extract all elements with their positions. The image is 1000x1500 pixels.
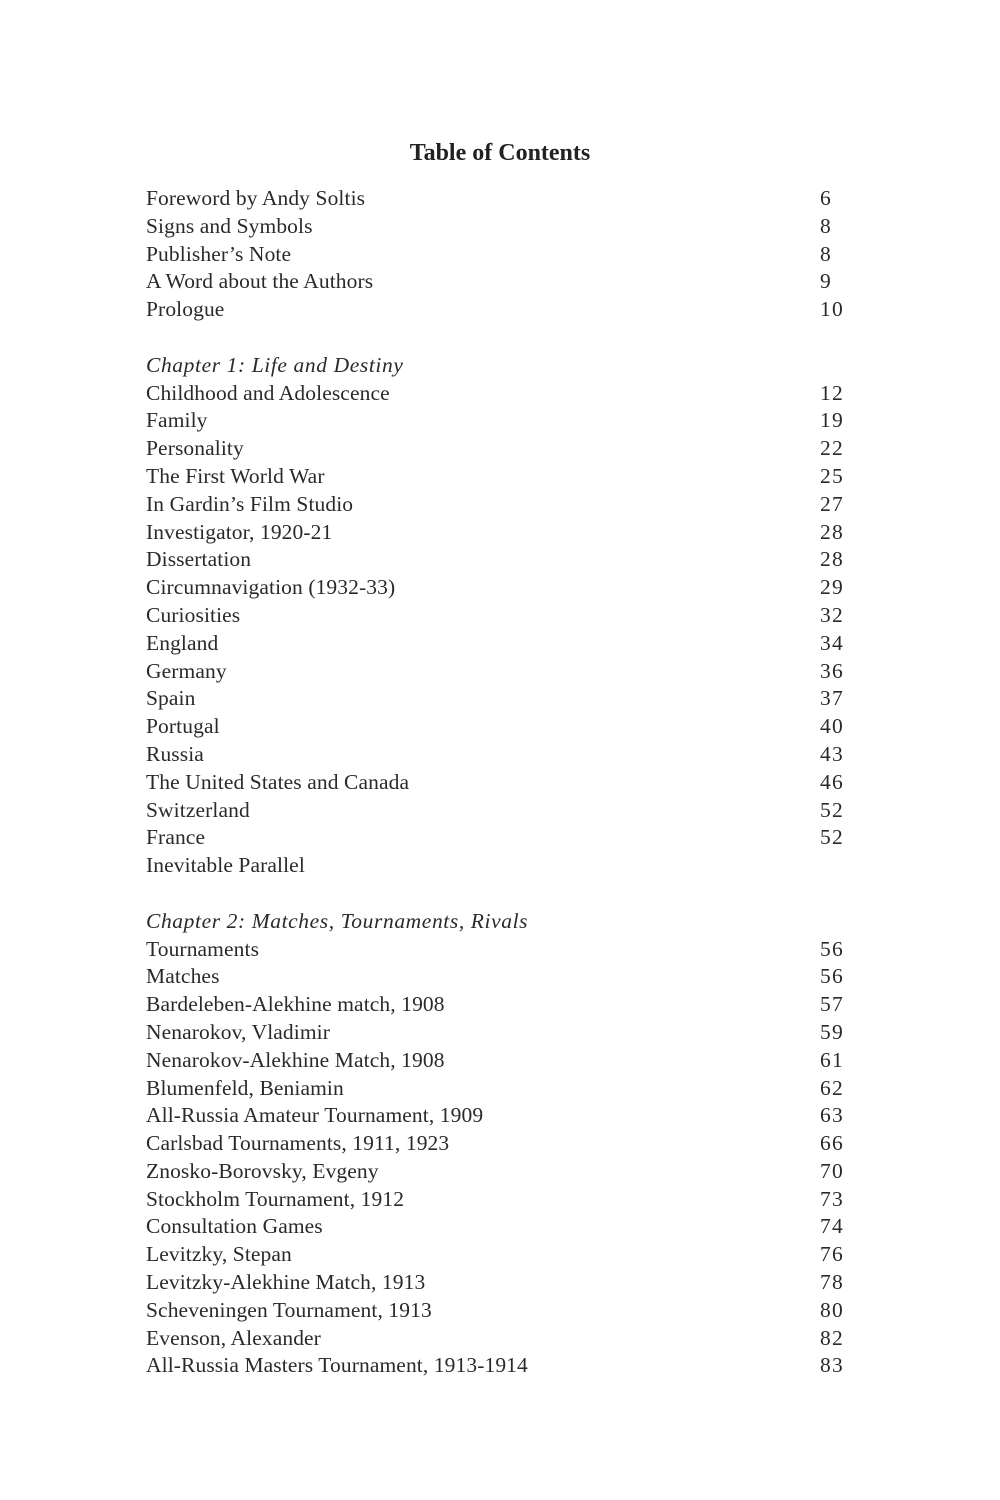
toc-entry [146, 296, 856, 324]
toc-entry-page: 34 [820, 630, 844, 655]
chapter-heading: Chapter 2: Matches, Tournaments, Rivals [146, 908, 529, 933]
toc-entry-label: The United States and Canada [146, 769, 410, 794]
toc-entry [146, 685, 856, 713]
toc-entry-label: Prologue [146, 297, 225, 322]
toc-entry-page: 62 [820, 1075, 844, 1100]
toc-entry [146, 1075, 856, 1103]
toc-entry-label: All-Russia Amateur Tournament, 1909 [146, 1103, 484, 1128]
toc-entry [146, 991, 856, 1019]
toc-entry-page: 76 [820, 1242, 844, 1267]
toc-entry-page: 74 [820, 1214, 844, 1239]
toc-entry-page: 36 [820, 658, 844, 683]
toc-entry [146, 1186, 856, 1214]
chapter-heading: Chapter 1: Life and Destiny [146, 352, 404, 377]
toc-entry-label: Levitzky, Stepan [146, 1242, 292, 1267]
toc-entry-label: Germany [146, 658, 227, 683]
toc-entry-label: Tournaments [146, 936, 260, 961]
toc-entry-page: 25 [820, 463, 844, 488]
toc-entry-page: 27 [820, 491, 844, 516]
toc-entry-page: 78 [820, 1270, 844, 1295]
toc-entry-page: 19 [820, 408, 844, 433]
toc-entry-page: 56 [820, 964, 844, 989]
toc-entry-label: In Gardin’s Film Studio [146, 491, 354, 516]
toc-entry-label: Znosko-Borovsky, Evgeny [146, 1158, 379, 1183]
toc-entry [146, 963, 856, 991]
toc-entry-label: France [146, 825, 206, 850]
toc-entry-label: Circumnavigation (1932-33) [146, 575, 396, 600]
toc-entry-page [820, 852, 856, 880]
toc-entry-page: 32 [820, 602, 844, 627]
toc-entry-page: 66 [820, 1131, 844, 1156]
toc-entry [146, 1269, 856, 1297]
toc-entry-page: 80 [820, 1297, 844, 1322]
toc-entry-page: 8 [820, 213, 832, 238]
toc-entry-label: Evenson, Alexander [146, 1325, 321, 1350]
toc-entry-label: Inevitable Parallel [146, 853, 305, 878]
toc-entry-label: Family [146, 408, 208, 433]
toc-entry-label: Russia [146, 741, 204, 766]
toc-entry-label: Consultation Games [146, 1214, 323, 1239]
toc-entry [146, 713, 856, 741]
toc-entry [146, 380, 856, 408]
toc-entry-label: Portugal [146, 714, 220, 739]
toc-entry-page: 28 [820, 547, 844, 572]
toc-entry-page: 61 [820, 1047, 844, 1072]
toc-entry [146, 658, 856, 686]
toc-entry-label: Curiosities [146, 602, 241, 627]
toc-entry-page: 6 [820, 186, 832, 210]
toc-entry-page: 40 [820, 714, 844, 739]
toc-entry [146, 1047, 856, 1075]
toc-entry-page: 63 [820, 1103, 844, 1128]
toc-entry-page: 29 [820, 575, 844, 600]
toc-entry-label: Blumenfeld, Beniamin [146, 1075, 344, 1100]
toc-entry [146, 1325, 856, 1353]
toc-entry [146, 602, 856, 630]
toc-entry [146, 1130, 856, 1158]
toc-entry-label: Investigator, 1920-21 [146, 519, 333, 544]
toc-entry-label: Stockholm Tournament, 1912 [146, 1186, 405, 1211]
toc-entry-label: Scheveningen Tournament, 1913 [146, 1297, 432, 1322]
toc-entry [146, 435, 856, 463]
toc-entry-page: 43 [820, 741, 844, 766]
toc-entry-label: Nenarokov-Alekhine Match, 1908 [146, 1047, 445, 1072]
toc-entry [146, 741, 856, 769]
toc-entry-page: 9 [820, 269, 832, 294]
toc-entry-label: Nenarokov, Vladimir [146, 1019, 331, 1044]
toc-entry-page: 73 [820, 1186, 844, 1211]
toc-entry-label: Publisher’s Note [146, 241, 292, 266]
toc-entry [146, 463, 856, 491]
toc-entry-page: 37 [820, 686, 844, 711]
toc-entry-page: 59 [820, 1019, 844, 1044]
toc-entry-label: Carlsbad Tournaments, 1911, 1923 [146, 1131, 450, 1156]
toc-entry [146, 407, 856, 435]
toc-entry-page: 57 [820, 992, 844, 1017]
toc-entry-page: 56 [820, 936, 844, 961]
toc-entry [146, 1158, 856, 1186]
toc-entry [146, 241, 856, 269]
table-of-contents [146, 185, 856, 1380]
toc-entry-page: 10 [820, 297, 844, 322]
toc-entry-page: 52 [820, 825, 844, 850]
toc-entry-label: Switzerland [146, 797, 250, 822]
toc-entry [146, 546, 856, 574]
toc-entry [146, 213, 856, 241]
toc-entry [146, 797, 856, 825]
toc-entry [146, 769, 856, 797]
front-matter-section [146, 185, 856, 324]
toc-entry-page: 12 [820, 380, 844, 405]
toc-entry-label: All-Russia Masters Tournament, 1913-1914 [146, 1353, 528, 1378]
toc-entry-label: Bardeleben-Alekhine match, 1908 [146, 992, 445, 1017]
toc-entry-label: England [146, 630, 219, 655]
toc-entry [146, 185, 856, 213]
toc-entry [146, 1297, 856, 1325]
toc-entry [146, 491, 856, 519]
toc-entry-label: Childhood and Adolescence [146, 380, 390, 405]
toc-entry-page: 46 [820, 769, 844, 794]
toc-entry-label: Spain [146, 686, 196, 711]
toc-entry [146, 574, 856, 602]
toc-entry-page: 82 [820, 1325, 844, 1350]
toc-entry [146, 936, 856, 964]
page-title: Table of Contents [409, 140, 591, 166]
toc-entry-label: The First World War [146, 463, 325, 488]
toc-entry [146, 268, 856, 296]
toc-entry-label: Signs and Symbols [146, 213, 313, 238]
toc-entry-label: Foreword by Andy Soltis [146, 186, 366, 210]
toc-entry-page: 70 [820, 1158, 844, 1183]
toc-entry [146, 519, 856, 547]
toc-entry [146, 852, 856, 880]
toc-entry-label: Levitzky-Alekhine Match, 1913 [146, 1270, 426, 1295]
toc-entry [146, 1241, 856, 1269]
toc-entry [146, 630, 856, 658]
toc-entry-label: Matches [146, 964, 220, 989]
toc-entry-page: 28 [820, 519, 844, 544]
toc-entry-page: 52 [820, 797, 844, 822]
toc-entry [146, 1352, 856, 1380]
toc-entry-page: 83 [820, 1353, 844, 1378]
toc-entry-label: Personality [146, 436, 244, 461]
toc-entry-label: A Word about the Authors [146, 269, 374, 294]
toc-entry-label: Dissertation [146, 547, 252, 572]
toc-entry-page: 8 [820, 241, 832, 266]
toc-entry [146, 1019, 856, 1047]
chapter-2-section [146, 908, 856, 1381]
toc-entry-page: 22 [820, 436, 844, 461]
chapter-1-section [146, 352, 856, 880]
toc-entry [146, 1213, 856, 1241]
toc-entry [146, 1102, 856, 1130]
toc-entry [146, 824, 856, 852]
